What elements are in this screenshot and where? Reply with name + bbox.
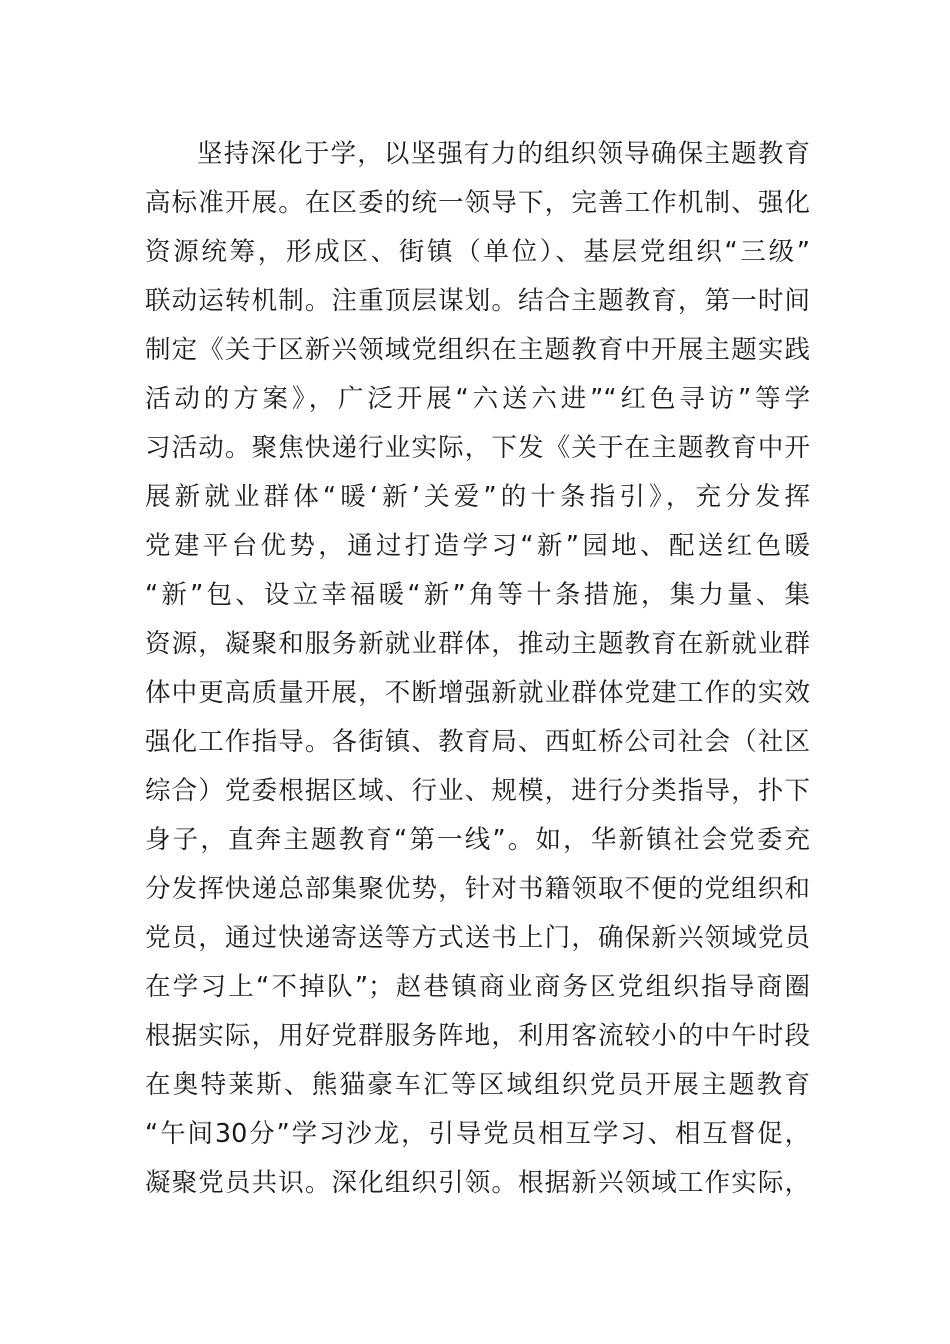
- text-line-12: 体中更高质量开展，不断增强新就业群体党建工作的实效: [145, 678, 810, 708]
- text-line-9: 党建平台优势，通过打造学习“新”园地、配送红色暖: [145, 531, 810, 561]
- text-line-2: 高标准开展。在区委的统一领导下，完善工作机制、强化: [145, 188, 810, 218]
- text-line-14: 综合）党委根据区域、行业、规模，进行分类指导，扑下: [145, 776, 810, 806]
- text-line-3: 资源统筹，形成区、街镇（单位）、基层党组织“三级”: [145, 237, 810, 267]
- text-line-16: 分发挥快递总部集聚优势，针对书籍领取不便的党组织和: [145, 874, 810, 904]
- text-line-6: 活动的方案》，广泛开展“六送六进”“红色寻访”等学: [145, 384, 810, 414]
- text-line-11: 资源，凝聚和服务新就业群体，推动主题教育在新就业群: [145, 629, 810, 659]
- text-line-7: 习活动。聚焦快递行业实际，下发《关于在主题教育中开: [145, 433, 810, 463]
- text-line-19: 根据实际，用好党群服务阵地，利用客流较小的中午时段: [145, 1021, 810, 1051]
- body-text: [145, 130, 810, 1208]
- text-line-13: 强化工作指导。各街镇、教育局、西虹桥公司社会（社区: [145, 727, 810, 757]
- text-line-18: 在学习上“不掉队”；赵巷镇商业商务区党组织指导商圈: [145, 972, 810, 1002]
- text-line-4: 联动运转机制。注重顶层谋划。结合主题教育，第一时间: [145, 286, 810, 316]
- text-line-21: “午间30分”学习沙龙，引导党员相互学习、相互督促，: [145, 1119, 810, 1149]
- text-line-17: 党员，通过快递寄送等方式送书上门，确保新兴领域党员: [145, 923, 810, 953]
- text-line-20: 在奥特莱斯、熊猫豪车汇等区域组织党员开展主题教育: [145, 1070, 810, 1100]
- text-line-22: 凝聚党员共识。深化组织引领。根据新兴领域工作实际，: [145, 1168, 810, 1198]
- text-line-8: 展新就业群体“暖‘新’关爱”的十条指引》，充分发挥: [145, 482, 810, 512]
- text-line-1: 坚持深化于学，以坚强有力的组织领导确保主题教育: [197, 139, 810, 169]
- text-line-15: 身子，直奔主题教育“第一线”。如，华新镇社会党委充: [145, 825, 810, 855]
- text-line-5: 制定《关于区新兴领域党组织在主题教育中开展主题实践: [145, 335, 810, 365]
- text-line-10: “新”包、设立幸福暖“新”角等十条措施，集力量、集: [145, 580, 810, 610]
